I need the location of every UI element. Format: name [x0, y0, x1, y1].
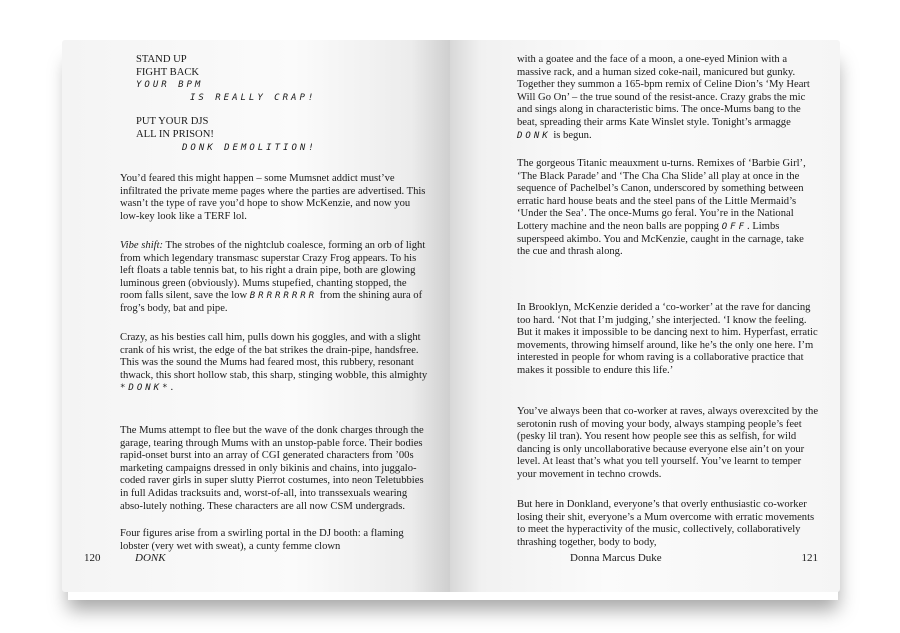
- donk-glyphs-right: DONK: [517, 130, 551, 141]
- brrr-glyphs: BRRRRRRR: [249, 291, 318, 302]
- chant-line-6: ALL IN PRISON!: [136, 128, 214, 140]
- left-paragraph-5: Four figures arise from a swirling portal in the DJ booth: a flaming lobster (very wet with sweat), a cunty femme clown: [120, 528, 404, 552]
- right-paragraph-5: But here in Donkland, everyone’s that overly enthusiastic co-worker losing their shit, everyone’s a Mum overcome with erratic movements to meet the hyperactivity of the music, collectively, collaboratively thrashing together, body to body,: [517, 499, 815, 548]
- left-paragraph-1: You’d feared this might happen – some Mumsnet addict must’ve infiltrated the private meme pages where the parties are advertised. This wasn’t the type of rave you’d hope to show McKenzie, and now you low-key look like a TERF lol.: [120, 173, 426, 222]
- right-page: [450, 40, 840, 592]
- vibe-shift-lead: Vibe shift:: [120, 240, 164, 251]
- chant-spacer: [136, 104, 376, 116]
- left-paragraph-2: Vibe shift: The strobes of the nightclub coalesce, forming an orb of light from which legendary transmasc superstar Crazy Frog appears. To his left floats a table tennis bat, to his right a drain pipe, both are glowing luminous green (obviously). Mums stupefied, chanting stopped, the room falls silent, save the low BRRRRRRR from the shining aura of frog’s body, bat and pipe.: [120, 240, 426, 314]
- left-paragraph-4: The Mums attempt to flee but the wave of the donk charges through the garage, tearing through Mums with an unstop-pable force. Their bodies rapid-onset burst into an array of CGI generated characters from ’00s marketing campaigns dressed in only bikinis and chains, into juggalo-coded raver girls in super slutty Pierrot costumes, into neon Teletubbies in full Adidas tracksuits and, worst-of-all, into transsexuals wearing abso-lutely nothing. These characters are all now CSM undergrads.: [120, 425, 424, 512]
- chant-line-7: DONK DEMOLITION!: [182, 142, 317, 153]
- left-paragraph-3: Crazy, as his besties call him, pulls down his goggles, and with a slight crank of his wrist, the edge of the bat strikes the drain-pipe, handsfree. This was the sound the Mums had feared most, this rubbery, resonant thwack, this short hollow stab, this sharp, stinging wobble, this almighty *DONK*.: [120, 332, 428, 394]
- chant-block: [136, 54, 376, 154]
- chant-line-1: STAND UP: [136, 54, 187, 65]
- right-running-foot: Donna Marcus Duke: [570, 552, 662, 564]
- right-paragraph-2: The gorgeous Titanic meauxment u-turns. Remixes of ‘Barbie Girl’, ‘The Black Parade’ and ‘The Cha Cha Slide’ all play at once in the sequence of Pachelbel’s Canon, underscored by something between erratic hard house beats and the steel pans of the Little Mermaid’s ‘Under the Sea’. The once-Mums go feral. You’re in the National Lottery machine and the neon balls are popping OFF. Limbs superspeed akimbo. You and McKenzie, caught in the carnage, take the cue and thrash along.: [517, 158, 806, 258]
- right-page-number: 121: [801, 552, 818, 564]
- right-paragraph-4: You’ve always been that co-worker at raves, always overexcited by the serotonin rush of moving your body, always stamping people’s feet (pesky lil tran). You resent how people see this as selfish, for wild dancing is only uncollaborative because everyone else ain’t on your level. At least that’s what you tell yourself. You’ve learnt to temper your movement in techno crowds.: [517, 406, 819, 480]
- chant-line-3: YOUR BPM: [136, 80, 204, 91]
- chant-line-4: IS REALLY CRAP!: [190, 92, 317, 103]
- left-page-number: 120: [84, 552, 101, 564]
- left-page: [62, 40, 450, 592]
- chant-line-5: PUT YOUR DJS: [136, 116, 209, 128]
- right-paragraph-1: with a goatee and the face of a moon, a one-eyed Minion with a massive rack, and a human sized coke-nail, manicured but gunky. Together they summon a 165-bpm remix of Celine Dion’s ‘My Heart Will Go On’ – the true sound of the resist-ance. Crazy grabs the mic and sings along in characteristic bims. The once-Mums bang to the beat, spreading their arms Kate Winslet style. Tonight’s armagge DONK is begun.: [517, 54, 810, 141]
- left-running-head: DONK: [135, 552, 166, 564]
- donk-glyphs: *DONK*: [120, 383, 171, 394]
- chant-line-2: FIGHT BACK: [136, 66, 200, 78]
- off-glyphs: OFF: [721, 221, 748, 232]
- right-paragraph-3: In Brooklyn, McKenzie derided a ‘co-worker’ at the rave for dancing too hard. ‘Not that I’m judging,’ she interjected. ‘I know the feeling. But it makes it impossible to be dancing next to him. Hyperfast, erratic movements, throwing himself around, like he’s the only one here. I’m interested in people for whom raving is a collaborative practice that makes it possible to endure this life.’: [517, 302, 818, 376]
